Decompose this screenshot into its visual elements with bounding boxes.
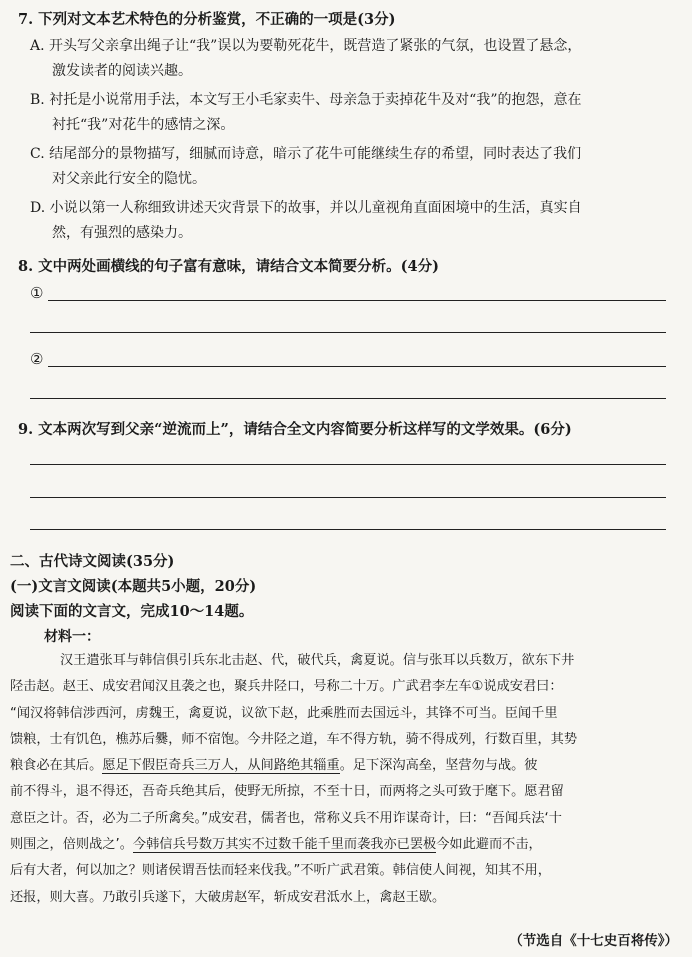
passage-line: “闻汉将韩信涉西河，虏魏王，禽夏说，议欲下赵，此乘胜而去国远斗，其锋不可当。臣闻千里 — [10, 705, 558, 721]
passage-text: 则围之，倍则战之’。 — [10, 837, 133, 853]
q7-option-c-line1: C. 结尾部分的景物描写，细腻而诗意，暗示了花牛可能继续生存的希望，同时表达了我们 — [30, 146, 582, 162]
q7-stem: 7. 下列对文本艺术特色的分析鉴赏，不正确的一项是(3分) — [18, 11, 396, 28]
q9-answer-line-3[interactable] — [30, 529, 666, 530]
q9-answer-line-1[interactable] — [30, 464, 666, 465]
passage-line: 汉王遣张耳与韩信俱引兵东北击赵、代，破代兵，禽夏说。信与张耳以兵数万，欲东下井 — [60, 653, 575, 668]
passage-line: 陉击赵。赵王、成安君闻汉且袭之也，聚兵井陉口，号称二十万。广武君李左车①说成安君曰： — [10, 679, 563, 695]
q7-option-d-line1: D. 小说以第一人称细致讲述天灾背景下的故事，并以儿童视角直面困境中的生活，真实自 — [30, 200, 582, 216]
q7-option-c-line2: 对父亲此行安全的隐忧。 — [52, 171, 206, 187]
material-label: 材料一： — [44, 629, 100, 645]
q7-option-a-line1: A. 开头写父亲拿出绳子让“我”误以为要勒死花牛，既营造了紧张的气氛，也设置了悬念， — [30, 38, 582, 54]
q7-option-d[interactable] — [30, 196, 678, 246]
q8-answer-line-1[interactable] — [48, 300, 666, 301]
q9-stem: 9. 文本两次写到父亲“逆流而上”，请结合全文内容简要分析这样写的文学效果。(6分) — [18, 421, 572, 438]
answer-marker-2: ② — [30, 350, 44, 368]
q7-option-b[interactable] — [30, 88, 678, 138]
section-title: 二、古代诗文阅读(35分) — [10, 553, 175, 570]
passage-line: 还报，则大喜。乃敢引兵遂下，大破虏赵军，斩成安君泜水上，禽赵王歇。 — [10, 889, 446, 905]
answer-marker-1: ① — [30, 284, 44, 302]
passage-text: 今如此避而不击， — [436, 837, 542, 853]
passage-line: 意臣之计。否，必为二子所禽矣。”成安君，儒者也，常称义兵不用诈谋奇计，曰：“吾闻兵法‘十 — [10, 810, 562, 826]
q8-answer-line-3[interactable] — [48, 366, 666, 367]
passage-line — [10, 832, 682, 858]
passage-text: 粮食必在其后。 — [10, 758, 103, 774]
passage-line: 馈粮，士有饥色，樵苏后爨，师不宿饱。今井陉之道，车不得方轨，骑不得成列，行数百里，其势 — [10, 731, 578, 747]
classical-passage — [10, 648, 682, 911]
passage-line: 后有大者，何以加之？则诸侯谓吾怯而轻来伐我。”不听广武君策。韩信使人间视，知其不用， — [10, 863, 551, 879]
q8-stem: 8. 文中两处画横线的句子富有意味，请结合文本简要分析。(4分) — [18, 258, 439, 275]
q7-option-b-line1: B. 衬托是小说常用手法，本文写王小毛家卖牛、母亲急于卖掉花牛及对“我”的抱怨，意在 — [30, 92, 582, 108]
q9-answer-line-2[interactable] — [30, 497, 666, 498]
q7-option-c[interactable] — [30, 142, 678, 192]
passage-text: 。足下深沟高垒，坚营勿与战。彼 — [339, 758, 538, 774]
q8-answer-line-2[interactable] — [30, 332, 666, 333]
passage-line — [10, 753, 682, 779]
passage-line: 前不得斗，退不得还，吾奇兵绝其后，使野无所掠，不至十日，而两将之头可致于麾下。愿君留 — [10, 784, 564, 800]
underlined-sentence-1: 愿足下假臣奇兵三万人，从间路绝其辎重 — [102, 758, 340, 774]
q7-option-a-line2: 激发读者的阅读兴趣。 — [52, 63, 192, 79]
q7-option-d-line2: 然，有强烈的感染力。 — [52, 225, 192, 241]
underlined-sentence-2: 今韩信兵号数万其实不过数千能千里而袭我亦已罢极 — [132, 837, 437, 853]
q8-answer-line-4[interactable] — [30, 398, 666, 399]
q7-option-b-line2: 衬托“我”对花牛的感情之深。 — [52, 117, 235, 133]
q7-option-a[interactable] — [30, 34, 678, 84]
source-citation: （节选自《十七史百将传》） — [509, 933, 678, 949]
section-subtitle: (一)文言文阅读(本题共5小题，20分) — [10, 578, 257, 595]
section-instruction: 阅读下面的文言文，完成10～14题。 — [10, 603, 254, 620]
